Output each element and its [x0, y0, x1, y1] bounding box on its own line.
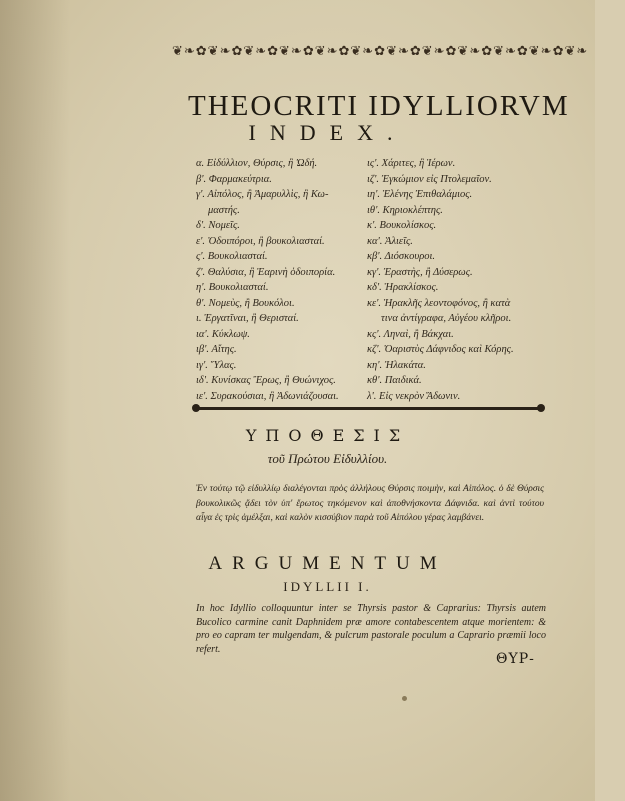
index-entry: κγ'. Ἐραστὴς, ἢ Δύσερως.	[367, 266, 473, 278]
index-entry: ις'. Χάριτες, ἢ Ἱέρων.	[367, 158, 456, 169]
index-entry: ια'. Κύκλωψ.	[196, 328, 250, 340]
index-entry: β'. Φαρμακεύτρια.	[196, 173, 272, 185]
latin-argument-paragraph: In hoc Idyllio colloquuntur inter se Thyrsis pastor & Caprarius: Thyrsis autem Bucolico carmine canit Daphnidem præ amore contabescentem atque morientem: & pro eo capram ter mulgendam, & pulcrum pastorale poculum a Caprario præmii loco refert.	[196, 603, 546, 655]
index-entry: μαστής.	[208, 204, 240, 216]
index-entry: κε'. Ἡρακλῆς λεοντοφόνος, ἢ κατὰ	[367, 297, 511, 309]
index-entry: θ'. Νομεὺς, ἢ Βουκόλοι.	[196, 297, 295, 309]
index-entry: ε'. Ὁδοιπόροι, ἢ βουκολιασταί.	[196, 235, 325, 247]
index-column-right	[367, 156, 547, 404]
index-entry: γ'. Αἰπόλος, ἢ Ἀμαρυλλὶς, ἢ Κω-	[196, 189, 329, 200]
index-entry: α. Εἰδύλλιον, Θύρσις, ἢ Ὠδή.	[196, 158, 318, 169]
paper-speck	[402, 696, 407, 701]
catchword: ΘΥΡ-	[496, 651, 535, 667]
index-entry: δ'. Νομεῖς.	[196, 220, 240, 231]
index-entry: ιε'. Συρακούσιαι, ἢ Ἀδωνιάζουσαι.	[196, 390, 339, 402]
index-entry: ιζ'. Ἐγκώμιον εἰς Πτολεμαῖον.	[367, 173, 492, 185]
argumentum-heading: ARGUMENTUM	[208, 553, 447, 574]
index-entry: κη'. Ἠλακάτα.	[367, 359, 426, 371]
index-entry: ι. Ἐργατῖναι, ἢ Θερισταί.	[196, 313, 299, 324]
index-entry: λ'. Εἰς νεκρὸν Ἄδωνιν.	[367, 390, 461, 402]
index-entry: ιγ'. Ὕλας.	[196, 359, 237, 371]
index-entry: κθ'. Παιδικά.	[367, 375, 422, 386]
index-entry: η'. Βουκολιασταί.	[196, 282, 269, 293]
index-entry: κα'. Ἁλιεῖς.	[367, 235, 413, 247]
index-entry: κζ'. Ὀαριστὺς Δάφνιδος καὶ Κόρης.	[367, 344, 514, 355]
hypothesis-subheading: τοῦ Πρώτου Εἰδυλλίου.	[267, 451, 388, 466]
index-entry: κβ'. Διόσκουροι.	[367, 251, 436, 262]
index-entry: κ'. Βουκολίσκος.	[367, 220, 437, 231]
index-entry: ζ'. Θαλύσια, ἢ Ἐαρινὴ ὁδοιπορία.	[196, 266, 336, 278]
index-entry: κδ'. Ἡρακλίσκος.	[367, 282, 439, 293]
page-title: THEOCRITI IDYLLIORVM	[188, 90, 570, 122]
hypothesis-heading: ΥΠΟΘΕΣΙΣ	[245, 426, 410, 445]
index-column-left	[196, 156, 356, 404]
index-entry: τινα ἀντίγραφα, Αὐγέου κλῆροι.	[381, 313, 512, 324]
idyllii-heading: IDYLLII I.	[283, 579, 372, 594]
greek-argument-paragraph: Ἐν τούτῳ τῷ εἰδυλλίῳ διαλέγονται πρὸς ἀλλήλους Θύρσις ποιμὴν, καὶ Αἰπόλος. ὁ δὲ Θύρσις βουκολικῶς ᾄδει τὸν ὑπ' ἔρωτος τηκόμενον καὶ ἀποθνήσκοντα Δάφνιδα. καὶ ἀντὶ τούτου αἶγα ἐς τρὶς ἀμέλξαι, καὶ καλὸν κισσύβιον παρὰ τοῦ Αἰπόλου γέρας λαμβάνει.	[196, 484, 544, 523]
index-entry: κς'. Ληναὶ, ἢ Βάκχαι.	[367, 328, 454, 340]
section-divider-rule	[196, 407, 541, 410]
index-heading: INDEX.	[248, 120, 407, 145]
index-entry: ς'. Βουκολιασταί.	[196, 251, 268, 262]
index-entry: ιβ'. Αἴτης.	[196, 344, 237, 355]
decorative-ornament-band: ❦❧✿❦❧✿❦❧✿❦❧✿❦❧✿❦❧✿❦❧✿❦❧✿❦❧✿❦❧✿❦❧✿❦❧	[172, 44, 589, 59]
index-entry: ιη'. Ἑλένης Ἐπιθαλάμιος.	[367, 189, 473, 200]
index-entry: ιθ'. Κηριοκλέπτης.	[367, 204, 443, 216]
index-entry: ιδ'. Κυνίσκας Ἔρως, ἢ Θυώνιχος.	[196, 375, 336, 386]
